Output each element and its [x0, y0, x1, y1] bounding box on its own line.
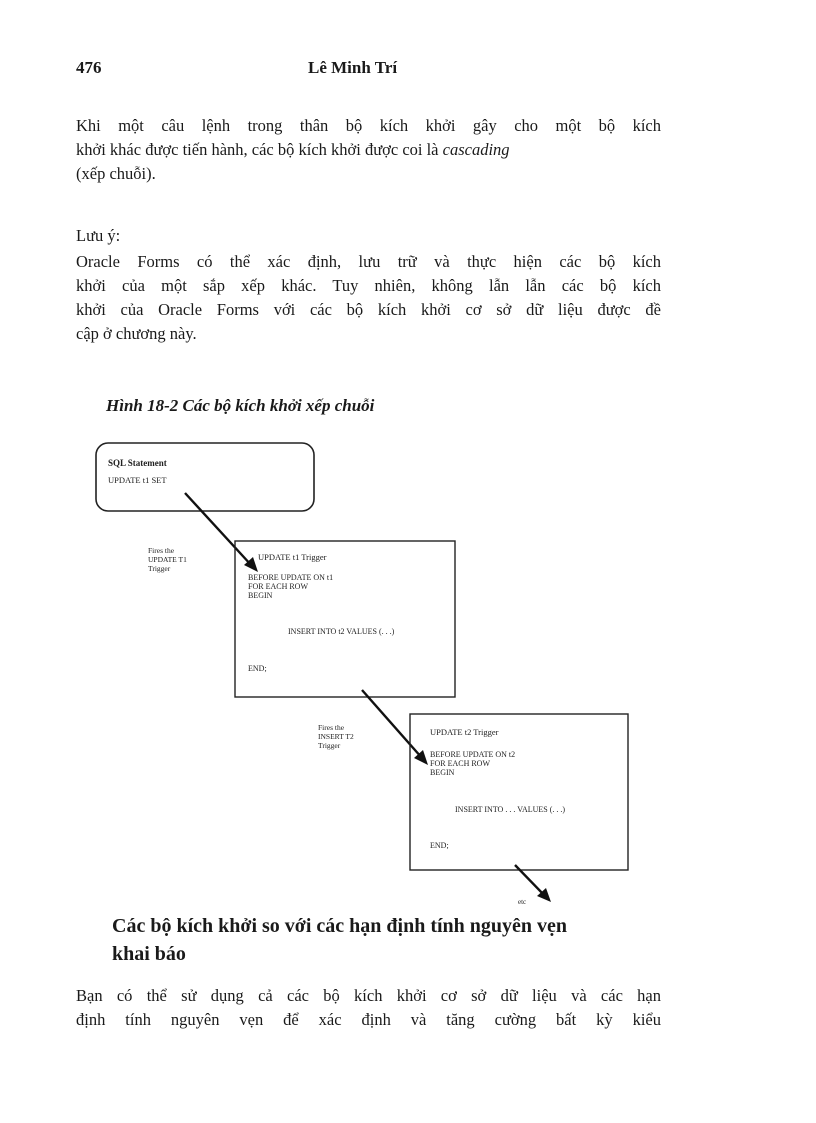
- trigger-2-body: INSERT INTO . . . VALUES (. . .): [455, 805, 566, 814]
- trigger-2-line: FOR EACH ROW: [430, 759, 491, 768]
- paragraph-line: cập ở chương này.: [76, 324, 197, 343]
- trigger-1-line: BEGIN: [248, 591, 273, 600]
- fires-label-1-line: Fires the: [148, 546, 175, 555]
- paragraph-line: Bạn có thể sử dụng cả các bộ kích khởi cơ sở dữ liệu và các hạn: [76, 986, 661, 1005]
- section-body-paragraph: [76, 984, 661, 1032]
- trigger-1-box: [235, 541, 455, 697]
- paragraph-line: khởi của một sắp xếp khác. Tuy nhiên, không lẫn lẫn các bộ kích: [76, 276, 661, 295]
- sql-statement-line: UPDATE t1 SET: [108, 475, 167, 485]
- trigger-1-line: FOR EACH ROW: [248, 582, 309, 591]
- sql-statement-title: SQL Statement: [108, 458, 167, 468]
- paragraph-line: Oracle Forms có thể xác định, lưu trữ và thực hiện các bộ kích: [76, 252, 661, 271]
- figure-caption: Hình 18-2 Các bộ kích khởi xếp chuỗi: [106, 396, 375, 415]
- section-heading-line: khai báo: [112, 943, 186, 965]
- running-title: Lê Minh Trí: [308, 58, 398, 77]
- fires-label-2-line: Fires the: [318, 723, 345, 732]
- fires-label-2-line: INSERT T2: [318, 732, 354, 741]
- trigger-2-end: END;: [430, 841, 449, 850]
- etc-label: etc: [518, 898, 527, 906]
- trigger-1-line: BEFORE UPDATE ON t1: [248, 573, 334, 582]
- section-heading: [112, 912, 567, 968]
- trigger-1-end: END;: [248, 664, 267, 673]
- paragraph-line: Khi một câu lệnh trong thân bộ kích khởi gây cho một bộ kích: [76, 116, 661, 135]
- paragraph-line: định tính nguyên vẹn để xác định và tăng cường bất kỳ kiểu: [76, 1010, 661, 1029]
- fires-label-1-line: Trigger: [148, 564, 171, 573]
- paragraph-line: khởi của Oracle Forms với các bộ kích khởi cơ sở dữ liệu được đề: [76, 300, 661, 319]
- section-heading-line: Các bộ kích khởi so với các hạn định tính nguyên vẹn: [112, 915, 568, 937]
- trigger-2-line: BEFORE UPDATE ON t2: [430, 750, 516, 759]
- page-number: 476: [76, 58, 102, 77]
- arrow-to-trigger-2: [362, 690, 422, 758]
- trigger-2-line: BEGIN: [430, 768, 455, 777]
- emphasis-term: cascading: [442, 140, 510, 159]
- trigger-1-title: UPDATE t1 Trigger: [258, 552, 327, 562]
- trigger-2-title: UPDATE t2 Trigger: [430, 727, 499, 737]
- fires-label-1-line: UPDATE T1: [148, 555, 187, 564]
- paragraph-line: (xếp chuỗi).: [76, 164, 156, 183]
- trigger-1-body: INSERT INTO t2 VALUES (. . .): [288, 627, 395, 636]
- fires-label-2-line: Trigger: [318, 741, 341, 750]
- arrow-to-trigger-1: [185, 493, 252, 566]
- note-label: Lưu ý:: [76, 226, 121, 245]
- paragraph-line-text: khởi khác được tiến hành, các bộ kích khởi được coi là: [76, 140, 443, 159]
